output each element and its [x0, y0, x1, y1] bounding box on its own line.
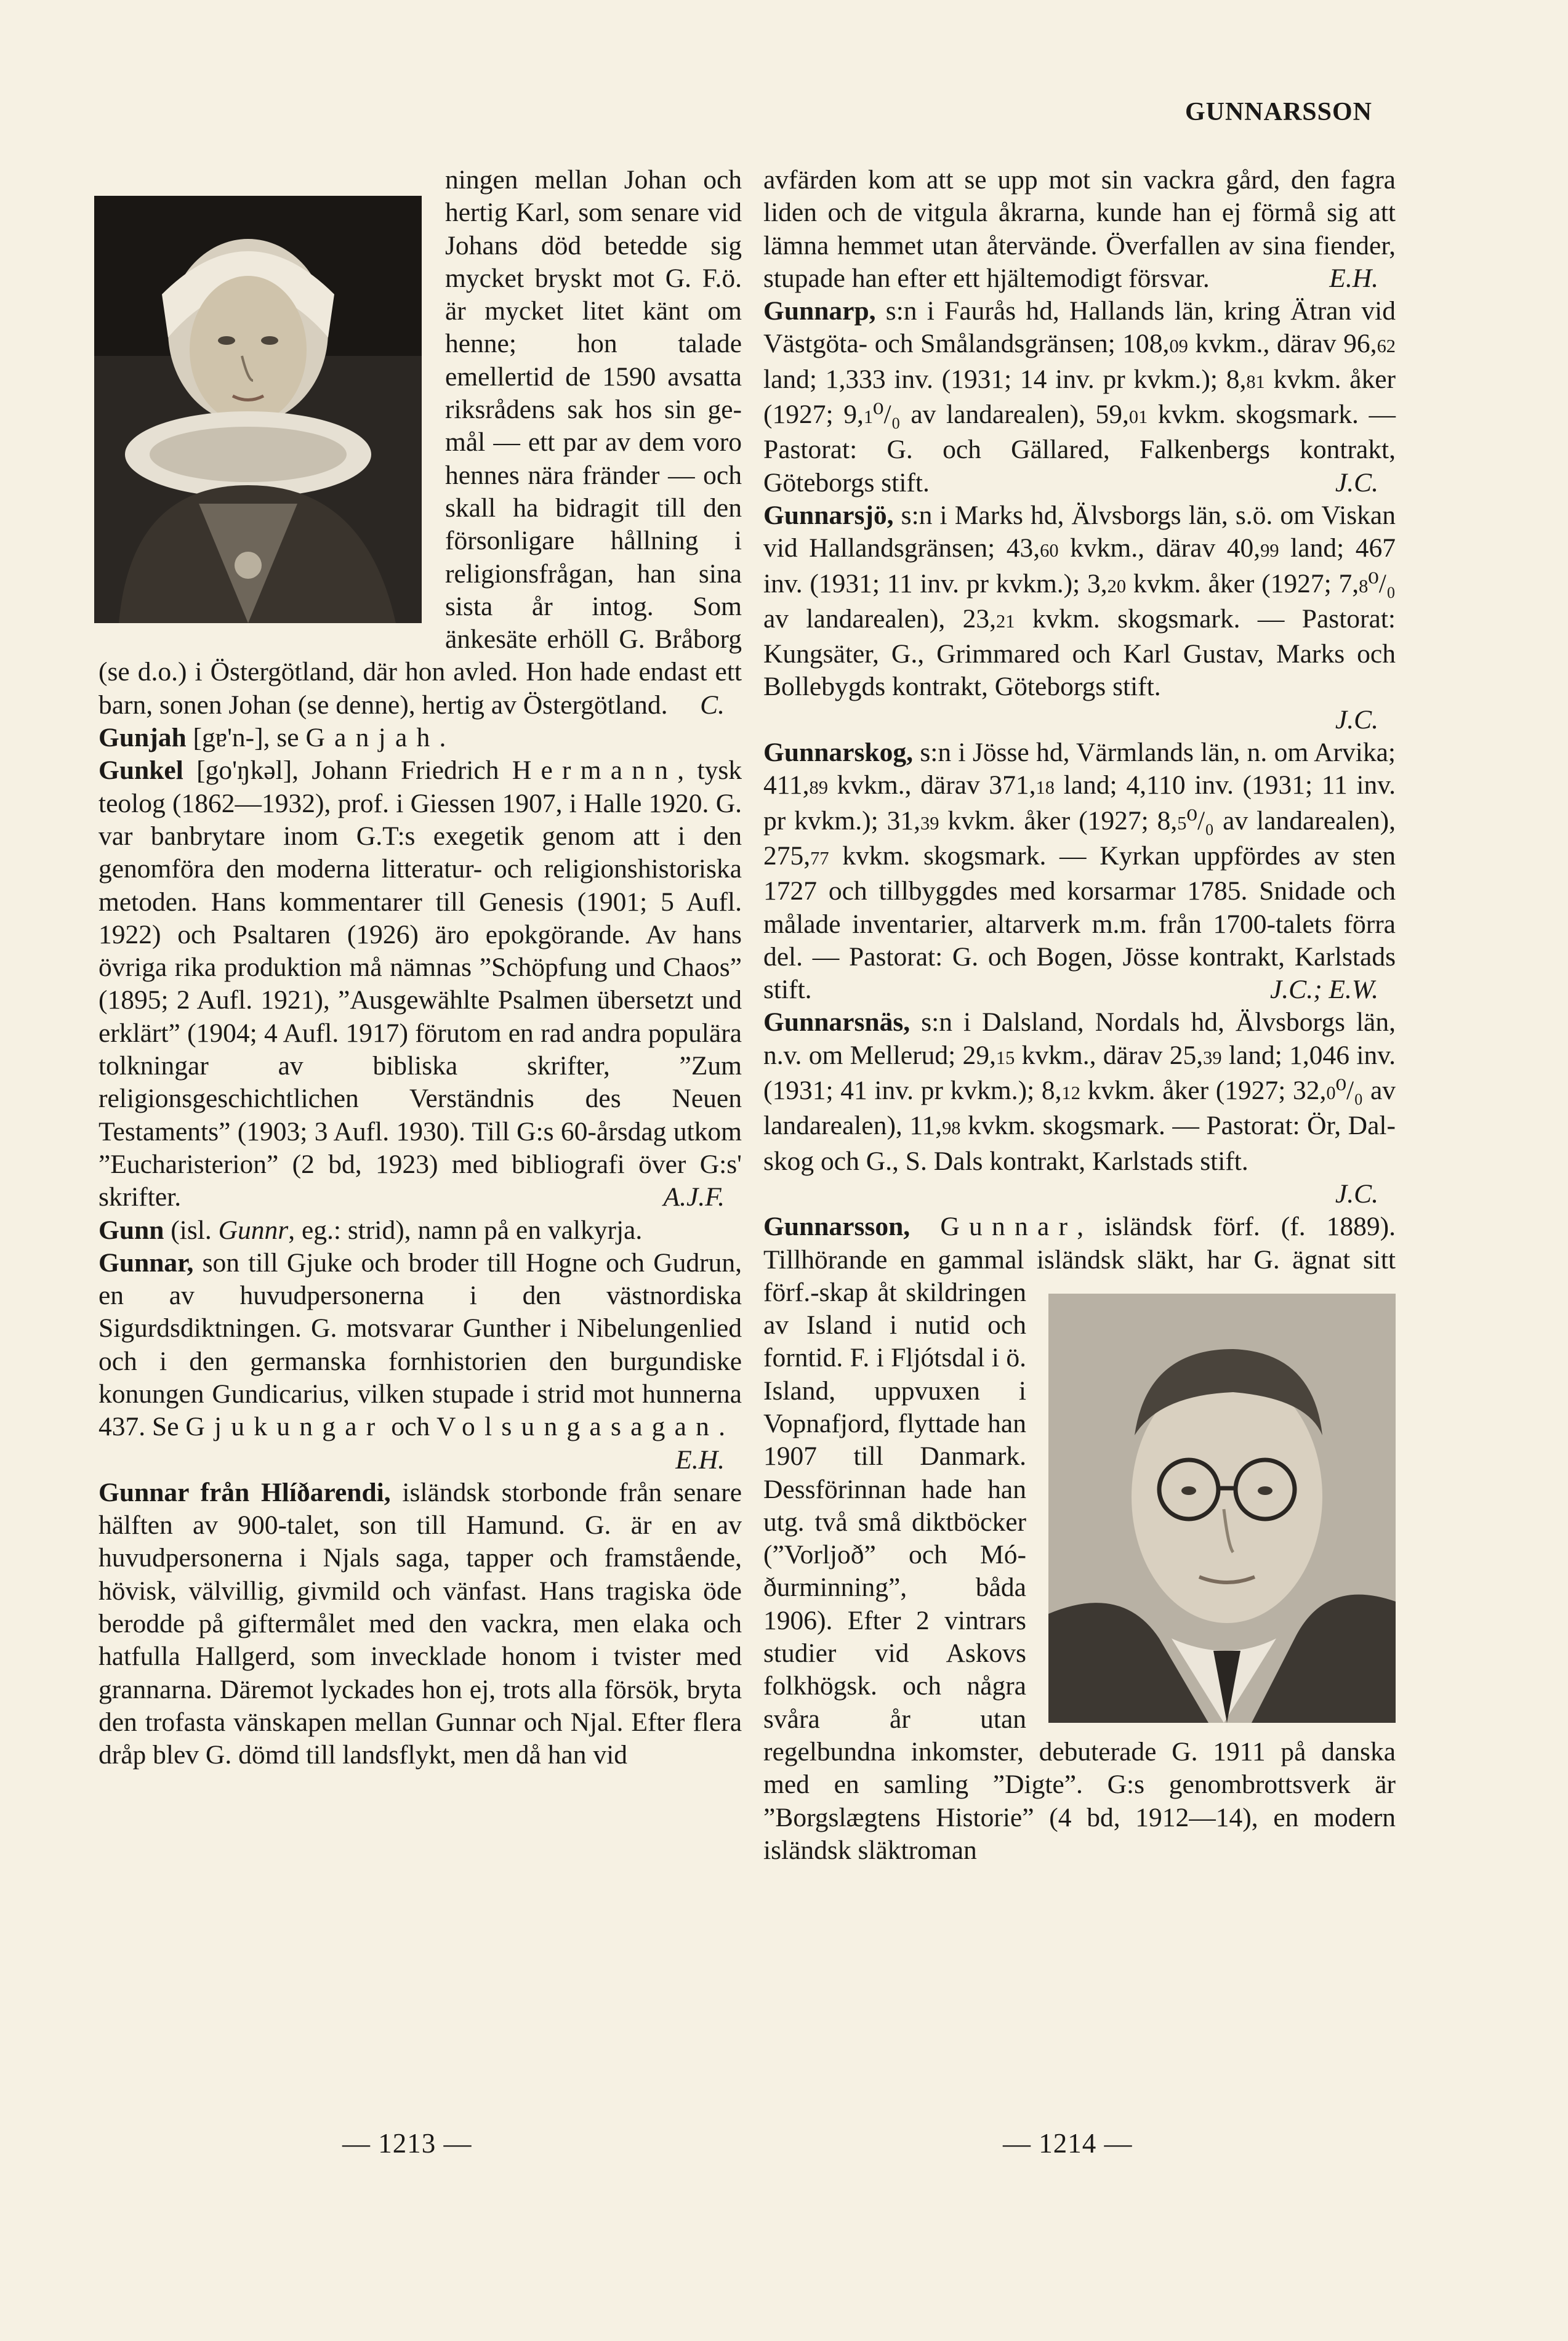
entry-gunnarp — [763, 295, 1396, 499]
decimal: 5 — [1177, 812, 1187, 834]
entry-text-end: . — [718, 1412, 725, 1442]
entry-gunkel — [99, 754, 742, 1214]
signature: A.J.F. — [663, 1182, 725, 1212]
entry-gunjah — [99, 722, 742, 754]
entry-text: kvkm. åker (1927; 7, — [1126, 568, 1359, 598]
entry-gunnar — [99, 1247, 742, 1477]
entry-text: kvkm. skogsmark. — Pastorat: Kungsäter, G., Grimmared och Karl Gustav, Marks och Bollebygds kontrakt, Göteborgs stift. — [763, 603, 1396, 702]
entry-gunnar-fran-hlidarendi — [99, 1477, 742, 1772]
entry-text-cont: , eg.: strid), namn på en valkyrja. — [288, 1215, 643, 1245]
entry-text: land; 467 inv. (1931; 11 inv. pr kvkm.); 3, — [763, 533, 1396, 598]
cross-reference: Volsungasagan — [436, 1412, 719, 1442]
portrait-woman-illustration — [94, 196, 422, 623]
entry-gunn — [99, 1214, 742, 1247]
entry-text: (isl. — [164, 1215, 219, 1245]
entry-text: kvkm. skogsmark. — Pastorat: Ör, Dalskog och G., S. Dals kontrakt, Karlstads stift. — [763, 1111, 1396, 1176]
headword: Gunnarsjö, — [763, 500, 894, 530]
entry-text-head: , isländsk förf. (f. 1889). Tillhörande en gammal isländsk släkt, — [763, 1212, 1396, 1275]
decimal: 21 — [996, 610, 1015, 632]
decimal: 62 — [1377, 336, 1396, 357]
entry-text-cont: , tysk teolog (1862—1932), prof. i Giessen 1907, i Halle 1920. G. var banbrytare inom G.T:s exegetik genom att i den genomföra den moderna litteratur- och religionshistoriska metoden. Hans kommentarer till Genesis (1901; 5 Aufl. 1922) och Psaltaren (1926) äro epokgörande. Av hans övriga rika produktion må nämnas ”Schöpfung und Chaos” (1895; 2 Aufl. 1921), ”Ausgewählte Psalmen übersetzt und erklärt” (1904; 4 Aufl. 1917) förutom en rad andra populära tolkningar av bibliska skrifter, ”Zum religionsgeschichtlichen Verständnis des Neuen Testaments” (1903; 3 Aufl. 1930). Till G:s 60-årsdag utkom ”Eucharisterion” (2 bd, 1923) med bibliografi över G:s' skrifter. — [99, 755, 742, 1212]
decimal: 81 — [1246, 371, 1265, 392]
decimal: 12 — [1061, 1082, 1080, 1104]
signature: E.H. — [1329, 263, 1378, 293]
running-head: GUNNARSSON — [1184, 98, 1372, 126]
entry-continuation-right — [763, 164, 1396, 295]
portrait-woman-photo — [94, 196, 422, 623]
portrait-man-illustration — [1048, 1294, 1396, 1723]
entry-gunnarskog — [763, 736, 1396, 1006]
decimal: 09 — [1169, 336, 1188, 357]
entry-text: s:n i Jösse hd, Värmlands län, n. om Arvika; 411, — [763, 738, 1396, 800]
entry-text: land; 1,333 inv. (1931; 14 inv. pr kvkm.); 8, — [763, 364, 1247, 394]
decimal: 15 — [995, 1047, 1015, 1068]
entry-gunnarsjo — [763, 499, 1396, 736]
entry-text: kvkm. åker (1927; 8, — [939, 805, 1178, 836]
entry-text: land; 4,110 inv. (1931; 11 inv. pr kvkm.); 31, — [763, 770, 1396, 836]
headword: Gunnarskog, — [763, 738, 913, 768]
signature: C. — [700, 690, 725, 720]
headword: Gunn — [99, 1215, 164, 1245]
continuation-text: avfärden kom att se upp mot sin vackra gård, den fagra liden och de vitgula åkrarna, kunde han ej förmå sig att lämna hemmet utan återvände. Överfallen av sina fiender, stupade han efter ett hjältemodigt försvar. — [763, 165, 1396, 293]
entry-text: har G. ägnat sitt förf.-skap åt skildringen av Island i nutid och forntid. F. i Fljótsdal i ö. Island, uppvuxen i Vopnafjord, flyttade han 1907 till Danmark. Dessförinnan hade han utg. två små diktböcker (”Vorljoð” och Móðurminning”, båda 1906). Efter 2 vintrars studier vid Askovs folkhögsk. och några svåra år utan regelbundna inkomster, debuterade G. 1911 på danska med en samling ”Digte”. G:s genombrottsverk är ”Borgslægtens Historie” (4 bd, 1912—14), en modern isländsk släktroman — [763, 1244, 1396, 1865]
entry-text: ⁰/₀ av landarealen), 59, — [873, 400, 1129, 430]
decimal: 18 — [1035, 777, 1055, 799]
signature: E.H. — [675, 1444, 725, 1475]
entry-text: s:n i Marks hd, Älvsborgs län, s.ö. om Viskan vid Hallandsgränsen; 43, — [763, 500, 1396, 563]
headword: Gunnar från Hlíðarendi, — [99, 1477, 391, 1507]
decimal: 60 — [1040, 540, 1059, 562]
left-column — [99, 164, 742, 1772]
signature: J.C. — [1335, 1179, 1378, 1209]
signature: J.C.; E.W. — [1270, 975, 1378, 1005]
headword: Gunnarsson, — [763, 1212, 911, 1242]
headword: Gunnarp, — [763, 296, 876, 326]
spaced-name: Gunnar — [910, 1212, 1077, 1242]
decimal: 1 — [863, 406, 874, 428]
decimal: 0 — [1326, 1082, 1336, 1104]
page-number-left: — 1213 — — [342, 2128, 472, 2159]
continuation-text: ningen mellan Johan och hertig Karl, som senare vid Johans död betedde sig mycket bryskt mot G. F.ö. är mycket litet känt om henne; hon talade emellertid de 1590 avsatta riksrådens sak hos sin gemål — ett par av dem voro hennes nära fränder — och skall ha bidragit till den försonligare hållning i religionsfrågan, han sina sista år intog. Som änkesäte erhöll G. Bråborg (se d.o.) i Östergötland, där hon avled. Hon hade endast ett barn, sonen Johan (se denne), hertig av Östergötland. — [99, 165, 742, 720]
entry-text: kvkm., därav 25, — [1015, 1040, 1204, 1070]
decimal: 39 — [1203, 1047, 1222, 1068]
entry-text: kvkm., därav 40, — [1058, 533, 1261, 563]
entry-text: s:n i Faurås hd, Hallands län, kring Ätran vid Västgöta- och Smålandsgränsen; 108, — [763, 296, 1396, 359]
entry-text-end: . — [439, 723, 446, 753]
entry-text: ⁰/₀ av landarealen), 275, — [763, 805, 1396, 871]
entry-text: land; 1,046 inv. (1931; 41 inv. pr kvkm.); 8, — [763, 1040, 1396, 1106]
headword: Gunnarsnäs, — [763, 1007, 911, 1038]
entry-text: isländsk storbonde från senare hälften av 900-talet, son till Hamund. G. är en av huvudpersonerna i Njals saga, tapper och framstående, hövisk, välvillig, givmild och vänfast. Hans tragiska öde berodde på giftermålet med den vackra, men elaka och hatfulla Hallgerd, som invecklade honom i tvister med grannarna. Däremot lyckades hon ej, trots alla försök, bryta den trofasta vänskapen mellan Gunnar och Njal. Efter flera dråp blev G. dömd till landsflykt, men då han vid — [99, 1477, 742, 1770]
entry-text: kvkm. skogsmark. — Pastorat: G. och Gällared, Falkenbergs kontrakt, Göteborgs stift. — [763, 400, 1396, 498]
entry-text: [go'ŋkəl], Johann Friedrich — [183, 755, 512, 786]
entry-gunnarsson — [763, 1211, 1396, 1867]
entry-text-mid: och — [384, 1412, 437, 1442]
decimal: 77 — [810, 847, 829, 869]
decimal: 8 — [1359, 575, 1369, 597]
entry-text: kvkm. åker (1927; 9, — [763, 364, 1396, 430]
entry-text: [gɐ'n-], se — [186, 723, 306, 753]
cross-reference: Ganjah — [305, 723, 440, 753]
entry-text: ⁰/₀ av landarealen), 11, — [763, 1076, 1396, 1141]
headword: Gunjah — [99, 723, 187, 753]
spaced-name: Hermann — [512, 755, 678, 786]
decimal: 20 — [1107, 575, 1127, 597]
decimal: 99 — [1260, 540, 1279, 562]
right-column — [763, 164, 1396, 1867]
decimal: 39 — [920, 812, 939, 834]
entry-text: kvkm. åker (1927; 32, — [1080, 1076, 1327, 1106]
page-number-right: — 1214 — — [1003, 2128, 1133, 2159]
signature: J.C. — [1335, 467, 1378, 498]
entry-italic: Gunnr — [218, 1215, 289, 1245]
signature: J.C. — [1335, 704, 1378, 735]
entry-text: ⁰/₀ av landarealen), 23, — [763, 568, 1396, 634]
headword: Gunkel — [99, 755, 183, 786]
entry-text: son till Gjuke och broder till Hogne och Gudrun, en av huvudpersonerna i den västnordiska Sigurdsdiktningen. G. motsvarar Gunther i Nibelungenlied och i den germanska fornhistorien den burgundiske konungen Gundicarius, vilken stupade i strid mot hunnerna 437. Se — [99, 1247, 742, 1442]
cross-reference: Gjukungar — [185, 1412, 385, 1442]
decimal: 01 — [1128, 406, 1148, 428]
decimal: 89 — [809, 777, 828, 799]
decimal: 98 — [942, 1118, 961, 1139]
portrait-man-photo — [1048, 1294, 1396, 1723]
entry-text: kvkm. skogsmark. — Kyrkan uppfördes av sten 1727 och tillbyggdes med korsarmar 1785. Snidade och målade inventarier, altarverk m.m. från 1700-talets förra del. — Pastorat: G. och Bogen, Jösse kontrakt, Karlstads stift. — [763, 840, 1396, 1005]
entry-text: kvkm., därav 96, — [1188, 329, 1377, 359]
entry-text: kvkm., därav 371, — [827, 770, 1036, 800]
entry-gunnarsnas — [763, 1006, 1396, 1211]
entry-text: s:n i Dalsland, Nordals hd, Älvsborgs län, n.v. om Mellerud; 29, — [763, 1007, 1396, 1070]
headword: Gunnar, — [99, 1247, 194, 1278]
